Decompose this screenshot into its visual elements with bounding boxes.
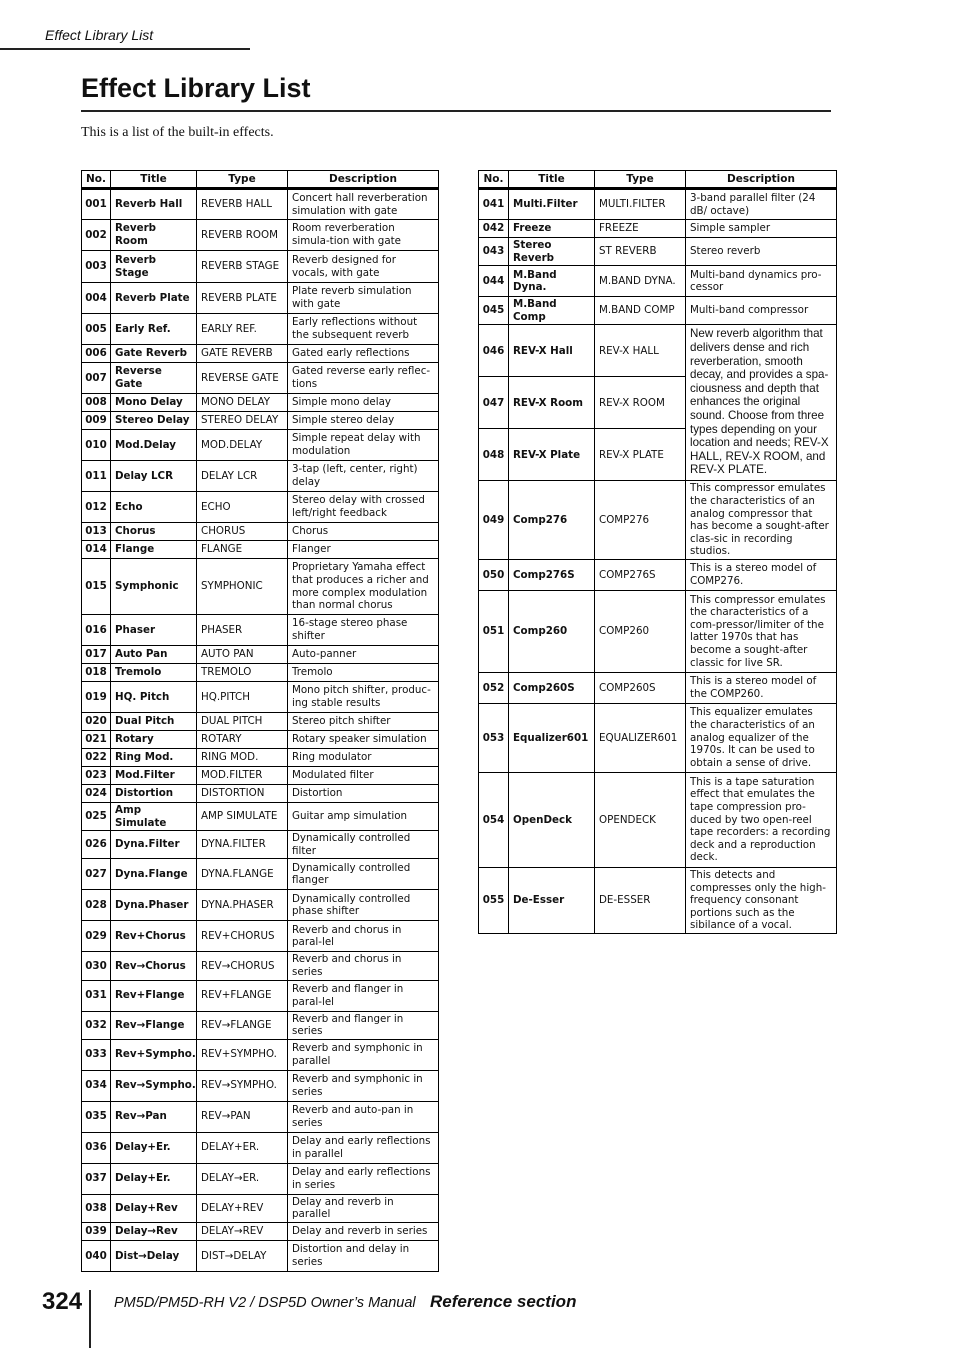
table-row — [82, 646, 439, 664]
effect-description: Gated early reflections — [288, 345, 439, 363]
effect-type: DYNA.FILTER — [197, 831, 288, 859]
effect-number: 028 — [82, 890, 111, 921]
table-row — [82, 412, 439, 430]
effect-type: DYNA.FLANGE — [197, 859, 288, 890]
table-row — [479, 703, 837, 772]
effect-description: Dynamically controlled phase shifter — [288, 890, 439, 921]
effect-title: Rev+Chorus — [111, 921, 197, 952]
effect-title: De-Esser — [509, 867, 595, 933]
effect-number: 033 — [82, 1039, 111, 1070]
effect-title: Delay+Er. — [111, 1132, 197, 1163]
title-rule — [81, 110, 831, 112]
effect-number: 006 — [82, 345, 111, 363]
effect-title: Reverb Stage — [111, 251, 197, 283]
table-row — [479, 220, 837, 238]
effect-title: Reverb Hall — [111, 189, 197, 220]
effect-number: 052 — [479, 672, 509, 703]
effect-description: Reverb and flanger in paral-lel — [288, 980, 439, 1011]
effect-description: Ring modulator — [288, 749, 439, 767]
column-header-title: Title — [111, 171, 197, 189]
table-row — [82, 492, 439, 523]
effect-number: 009 — [82, 412, 111, 430]
effect-type: MONO DELAY — [197, 394, 288, 412]
table-row — [82, 541, 439, 559]
effect-title: Phaser — [111, 615, 197, 646]
effect-type: DELAY+REV — [197, 1194, 288, 1222]
effect-description: Distortion and delay in series — [288, 1240, 439, 1271]
effect-description: Chorus — [288, 523, 439, 541]
effect-description: Delay and early reflections in parallel — [288, 1132, 439, 1163]
effect-type: FLANGE — [197, 541, 288, 559]
effect-number: 041 — [479, 189, 509, 220]
column-header-description: Description — [288, 171, 439, 189]
effect-title: M.Band Dyna. — [509, 266, 595, 297]
effect-title: Rev+Flange — [111, 980, 197, 1011]
effect-type: DELAY→REV — [197, 1222, 288, 1240]
effect-type: REVERB HALL — [197, 189, 288, 220]
effect-description: Gated reverse early reflec-tions — [288, 363, 439, 394]
effect-type: SYMPHONIC — [197, 559, 288, 615]
effect-type: STEREO DELAY — [197, 412, 288, 430]
effect-description: Multi-band dynamics pro-cessor — [686, 266, 837, 297]
effect-description: Room reverberation simula-tion with gate — [288, 220, 439, 251]
effect-type: TREMOLO — [197, 664, 288, 682]
effect-description: Dynamically controlled flanger — [288, 859, 439, 890]
effect-number: 002 — [82, 220, 111, 251]
column-header-no: No. — [82, 171, 111, 189]
table-header-row — [82, 171, 439, 189]
effect-title: Symphonic — [111, 559, 197, 615]
effect-description: Proprietary Yamaha effect that produces a richer and more complex modulation than normal chorus — [288, 559, 439, 615]
effect-number: 027 — [82, 859, 111, 890]
effect-title: Comp260 — [509, 590, 595, 672]
effect-number: 023 — [82, 767, 111, 785]
effect-title: Delay LCR — [111, 461, 197, 492]
effect-title: REV-X Room — [509, 377, 595, 429]
effect-number: 022 — [82, 749, 111, 767]
table-row — [82, 859, 439, 890]
table-row — [82, 189, 439, 220]
effect-type: REVERB STAGE — [197, 251, 288, 283]
effect-type: RING MOD. — [197, 749, 288, 767]
effect-title: Stereo Reverb — [509, 238, 595, 266]
effect-type: CHORUS — [197, 523, 288, 541]
effect-number: 020 — [82, 713, 111, 731]
effect-number: 011 — [82, 461, 111, 492]
effect-type: COMP260S — [595, 672, 686, 703]
effect-type: OPENDECK — [595, 772, 686, 867]
effect-number: 013 — [82, 523, 111, 541]
effect-number: 029 — [82, 921, 111, 952]
effect-type: DELAY+ER. — [197, 1132, 288, 1163]
table-row — [82, 220, 439, 251]
effect-description: Reverb designed for vocals, with gate — [288, 251, 439, 283]
effect-number: 036 — [82, 1132, 111, 1163]
effect-type: DELAY LCR — [197, 461, 288, 492]
effect-number: 044 — [479, 266, 509, 297]
effect-title: Ring Mod. — [111, 749, 197, 767]
effect-type: REV→FLANGE — [197, 1011, 288, 1039]
effect-title: Tremolo — [111, 664, 197, 682]
header-rule — [0, 48, 250, 50]
effect-description: This detects and compresses only the high-frequency consonant portions such as the sibilance of a vocal. — [686, 867, 837, 933]
effect-number: 019 — [82, 682, 111, 713]
column-header-title: Title — [509, 171, 595, 189]
table-row — [82, 785, 439, 803]
table-row — [82, 345, 439, 363]
effect-title: Rev→Flange — [111, 1011, 197, 1039]
effect-type: MOD.DELAY — [197, 430, 288, 461]
effect-type: EARLY REF. — [197, 314, 288, 345]
effect-description: Stereo reverb — [686, 238, 837, 266]
table-row — [479, 867, 837, 933]
effect-description: Tremolo — [288, 664, 439, 682]
effect-number: 054 — [479, 772, 509, 867]
effect-type: DELAY→ER. — [197, 1163, 288, 1194]
effect-number: 007 — [82, 363, 111, 394]
table-row — [82, 731, 439, 749]
effect-type: ROTARY — [197, 731, 288, 749]
effect-number: 021 — [82, 731, 111, 749]
effect-type: REV+FLANGE — [197, 980, 288, 1011]
effect-title: Dyna.Filter — [111, 831, 197, 859]
effect-number: 005 — [82, 314, 111, 345]
effect-description: This equalizer emulates the characteristics of an analog equalizer of the 1970s. It can be used to obtain a sense of drive. — [686, 703, 837, 772]
table-row — [82, 890, 439, 921]
table-row — [479, 772, 837, 867]
effect-description: Stereo delay with crossed left/right feedback — [288, 492, 439, 523]
effect-description: 16-stage stereo phase shifter — [288, 615, 439, 646]
effect-description: Auto-panner — [288, 646, 439, 664]
effect-description: Reverb and chorus in paral-lel — [288, 921, 439, 952]
effect-type: REV+SYMPHO. — [197, 1039, 288, 1070]
effect-number: 038 — [82, 1194, 111, 1222]
effect-title: REV-X Hall — [509, 325, 595, 377]
effect-description: Modulated filter — [288, 767, 439, 785]
effect-number: 046 — [479, 325, 509, 377]
effect-title: Multi.Filter — [509, 189, 595, 220]
effect-description: Delay and reverb in parallel — [288, 1194, 439, 1222]
effect-type: COMP276S — [595, 559, 686, 590]
table-row — [82, 1101, 439, 1132]
effect-number: 010 — [82, 430, 111, 461]
table-row — [82, 921, 439, 952]
page-title: Effect Library List — [81, 73, 311, 103]
effect-description: Multi-band compressor — [686, 297, 837, 325]
table-row — [82, 251, 439, 283]
effect-title: Reverb Room — [111, 220, 197, 251]
table-row — [479, 238, 837, 266]
effect-description: Dynamically controlled filter — [288, 831, 439, 859]
effect-title: Mod.Filter — [111, 767, 197, 785]
effect-type: DISTORTION — [197, 785, 288, 803]
effect-title: Auto Pan — [111, 646, 197, 664]
effect-description: Reverb and chorus in series — [288, 952, 439, 980]
column-header-description: Description — [686, 171, 837, 189]
effect-number: 004 — [82, 283, 111, 314]
table-row — [82, 523, 439, 541]
effect-type: REV-X HALL — [595, 325, 686, 377]
effect-number: 040 — [82, 1240, 111, 1271]
effect-number: 049 — [479, 481, 509, 560]
effect-description: 3-band parallel filter (24 dB/ octave) — [686, 189, 837, 220]
table-row — [82, 615, 439, 646]
effect-title: Mod.Delay — [111, 430, 197, 461]
effect-type: DIST→DELAY — [197, 1240, 288, 1271]
effect-number: 003 — [82, 251, 111, 283]
table-row — [479, 189, 837, 220]
table-row — [82, 803, 439, 831]
table-row — [82, 952, 439, 980]
table-row — [479, 297, 837, 325]
effect-title: Delay+Rev — [111, 1194, 197, 1222]
effect-title: Dual Pitch — [111, 713, 197, 731]
effect-number: 014 — [82, 541, 111, 559]
effect-description: Early reflections without the subsequent reverb — [288, 314, 439, 345]
table-row — [82, 430, 439, 461]
effect-number: 018 — [82, 664, 111, 682]
running-head: Effect Library List — [45, 27, 154, 43]
effect-type: REVERSE GATE — [197, 363, 288, 394]
footer-rule — [89, 1290, 91, 1348]
effect-number: 008 — [82, 394, 111, 412]
effect-description: Flanger — [288, 541, 439, 559]
effect-number: 015 — [82, 559, 111, 615]
effect-type: COMP276 — [595, 481, 686, 560]
effect-type: AMP SIMULATE — [197, 803, 288, 831]
effect-title: Rev+Sympho. — [111, 1039, 197, 1070]
table-row — [82, 1222, 439, 1240]
effect-type: EQUALIZER601 — [595, 703, 686, 772]
effect-description: Concert hall reverberation simulation with gate — [288, 189, 439, 220]
effect-description: Guitar amp simulation — [288, 803, 439, 831]
effect-number: 016 — [82, 615, 111, 646]
table-row — [82, 682, 439, 713]
table-row — [82, 1011, 439, 1039]
effect-title: Dyna.Flange — [111, 859, 197, 890]
effect-title: Comp276 — [509, 481, 595, 560]
effect-description: Simple mono delay — [288, 394, 439, 412]
effect-type: MOD.FILTER — [197, 767, 288, 785]
effect-description: Reverb and auto-pan in series — [288, 1101, 439, 1132]
effect-description: Delay and early reflections in series — [288, 1163, 439, 1194]
effect-number: 048 — [479, 429, 509, 481]
table-row — [82, 1039, 439, 1070]
effect-title: Early Ref. — [111, 314, 197, 345]
column-header-type: Type — [595, 171, 686, 189]
table-row — [479, 672, 837, 703]
effect-title: Distortion — [111, 785, 197, 803]
effect-title: Echo — [111, 492, 197, 523]
effect-type: REV→CHORUS — [197, 952, 288, 980]
effect-number: 032 — [82, 1011, 111, 1039]
table-row — [82, 314, 439, 345]
effect-title: Mono Delay — [111, 394, 197, 412]
effect-type: MULTI.FILTER — [595, 189, 686, 220]
table-row — [82, 1132, 439, 1163]
effects-table-left — [81, 170, 439, 1272]
effect-title: M.Band Comp — [509, 297, 595, 325]
column-header-no: No. — [479, 171, 509, 189]
effect-number: 053 — [479, 703, 509, 772]
effect-description: This is a stereo model of COMP276. — [686, 559, 837, 590]
effect-description: Delay and reverb in series — [288, 1222, 439, 1240]
effect-number: 050 — [479, 559, 509, 590]
effect-title: Comp260S — [509, 672, 595, 703]
effect-number: 047 — [479, 377, 509, 429]
effect-description: Plate reverb simulation with gate — [288, 283, 439, 314]
table-row — [82, 749, 439, 767]
effect-title: Freeze — [509, 220, 595, 238]
effect-number: 024 — [82, 785, 111, 803]
effect-title: Rev→Chorus — [111, 952, 197, 980]
effect-title: Equalizer601 — [509, 703, 595, 772]
effect-type: GATE REVERB — [197, 345, 288, 363]
intro-text: This is a list of the built-in effects. — [81, 125, 274, 140]
effect-title: Rev→Sympho. — [111, 1070, 197, 1101]
effect-description: Rotary speaker simulation — [288, 731, 439, 749]
table-row — [82, 1240, 439, 1271]
effect-type: DUAL PITCH — [197, 713, 288, 731]
effect-description: This compressor emulates the characteristics of an analog compressor that has become a sought-after clas-sic in recording studios. — [686, 481, 837, 560]
manual-name: PM5D/PM5D-RH V2 / DSP5D Owner’s Manual — [114, 1295, 416, 1311]
effect-title: Stereo Delay — [111, 412, 197, 430]
effect-number: 045 — [479, 297, 509, 325]
effect-type: FREEZE — [595, 220, 686, 238]
effect-title: Rotary — [111, 731, 197, 749]
table-row — [82, 1070, 439, 1101]
effects-table-right — [478, 170, 837, 934]
table-header-row — [479, 171, 837, 189]
effect-type: COMP260 — [595, 590, 686, 672]
effect-title: Delay→Rev — [111, 1222, 197, 1240]
effect-description: Reverb and symphonic in parallel — [288, 1039, 439, 1070]
section-name: Reference section — [430, 1292, 577, 1311]
effect-description: This compressor emulates the characteristics of a com-pressor/limiter of the latter 1970s that has become a sought-after classic for live SR. — [686, 590, 837, 672]
effect-type: ST REVERB — [595, 238, 686, 266]
effect-description: New reverb algorithm that delivers dense and rich reverberation, smooth decay, and provides a spa-ciousness and depth that enhances the original sound. Choose from three types depending on your location and needs; REV-X HALL, REV-X ROOM, and REV-X PLATE. — [686, 325, 837, 481]
effect-description: This is a stereo model of the COMP260. — [686, 672, 837, 703]
table-row — [82, 664, 439, 682]
effect-number: 026 — [82, 831, 111, 859]
effect-type: REV+CHORUS — [197, 921, 288, 952]
table-row — [82, 363, 439, 394]
effect-number: 043 — [479, 238, 509, 266]
table-row — [82, 980, 439, 1011]
table-row — [479, 325, 837, 377]
effect-number: 037 — [82, 1163, 111, 1194]
effect-description: Mono pitch shifter, produc-ing stable results — [288, 682, 439, 713]
table-row — [479, 559, 837, 590]
effect-title: HQ. Pitch — [111, 682, 197, 713]
effect-description: 3-tap (left, center, right) delay — [288, 461, 439, 492]
effect-type: REV-X ROOM — [595, 377, 686, 429]
effect-number: 012 — [82, 492, 111, 523]
effect-number: 042 — [479, 220, 509, 238]
effect-type: REV-X PLATE — [595, 429, 686, 481]
effect-title: Comp276S — [509, 559, 595, 590]
table-row — [82, 767, 439, 785]
effect-description: Simple sampler — [686, 220, 837, 238]
effect-type: HQ.PITCH — [197, 682, 288, 713]
effect-type: REVERB ROOM — [197, 220, 288, 251]
effect-description: Simple repeat delay with modulation — [288, 430, 439, 461]
effect-description: Simple stereo delay — [288, 412, 439, 430]
table-row — [82, 283, 439, 314]
effect-number: 001 — [82, 189, 111, 220]
effect-title: Reverb Plate — [111, 283, 197, 314]
effect-title: Dist→Delay — [111, 1240, 197, 1271]
effect-title: Rev→Pan — [111, 1101, 197, 1132]
effect-title: Flange — [111, 541, 197, 559]
effect-number: 051 — [479, 590, 509, 672]
table-row — [479, 266, 837, 297]
effect-number: 035 — [82, 1101, 111, 1132]
effect-number: 025 — [82, 803, 111, 831]
effect-type: PHASER — [197, 615, 288, 646]
effect-type: REV→PAN — [197, 1101, 288, 1132]
table-row — [82, 1163, 439, 1194]
page-number: 324 — [42, 1288, 83, 1315]
effect-type: DE-ESSER — [595, 867, 686, 933]
effect-type: REV→SYMPHO. — [197, 1070, 288, 1101]
effect-number: 017 — [82, 646, 111, 664]
effect-number: 030 — [82, 952, 111, 980]
effect-title: Dyna.Phaser — [111, 890, 197, 921]
table-row — [82, 713, 439, 731]
table-row — [82, 461, 439, 492]
effect-number: 031 — [82, 980, 111, 1011]
effect-description: Reverb and flanger in series — [288, 1011, 439, 1039]
effect-title: Reverse Gate — [111, 363, 197, 394]
table-row — [82, 394, 439, 412]
table-row — [82, 1194, 439, 1222]
effect-title: Chorus — [111, 523, 197, 541]
effect-description: This is a tape saturation effect that emulates the tape compression pro-duced by two open-reel tape recorders: a recording deck and a reproduction deck. — [686, 772, 837, 867]
effect-type: DYNA.PHASER — [197, 890, 288, 921]
effect-title: Amp Simulate — [111, 803, 197, 831]
effect-description: Reverb and symphonic in series — [288, 1070, 439, 1101]
table-row — [479, 590, 837, 672]
effect-type: ECHO — [197, 492, 288, 523]
table-row — [82, 831, 439, 859]
table-row — [479, 481, 837, 560]
effect-title: OpenDeck — [509, 772, 595, 867]
effect-title: Gate Reverb — [111, 345, 197, 363]
effect-type: M.BAND COMP — [595, 297, 686, 325]
effect-description: Distortion — [288, 785, 439, 803]
effect-type: REVERB PLATE — [197, 283, 288, 314]
effect-description: Stereo pitch shifter — [288, 713, 439, 731]
effect-type: AUTO PAN — [197, 646, 288, 664]
effect-type: M.BAND DYNA. — [595, 266, 686, 297]
column-header-type: Type — [197, 171, 288, 189]
effect-title: REV-X Plate — [509, 429, 595, 481]
table-row — [82, 559, 439, 615]
effect-number: 055 — [479, 867, 509, 933]
effect-number: 039 — [82, 1222, 111, 1240]
effect-number: 034 — [82, 1070, 111, 1101]
effect-title: Delay+Er. — [111, 1163, 197, 1194]
